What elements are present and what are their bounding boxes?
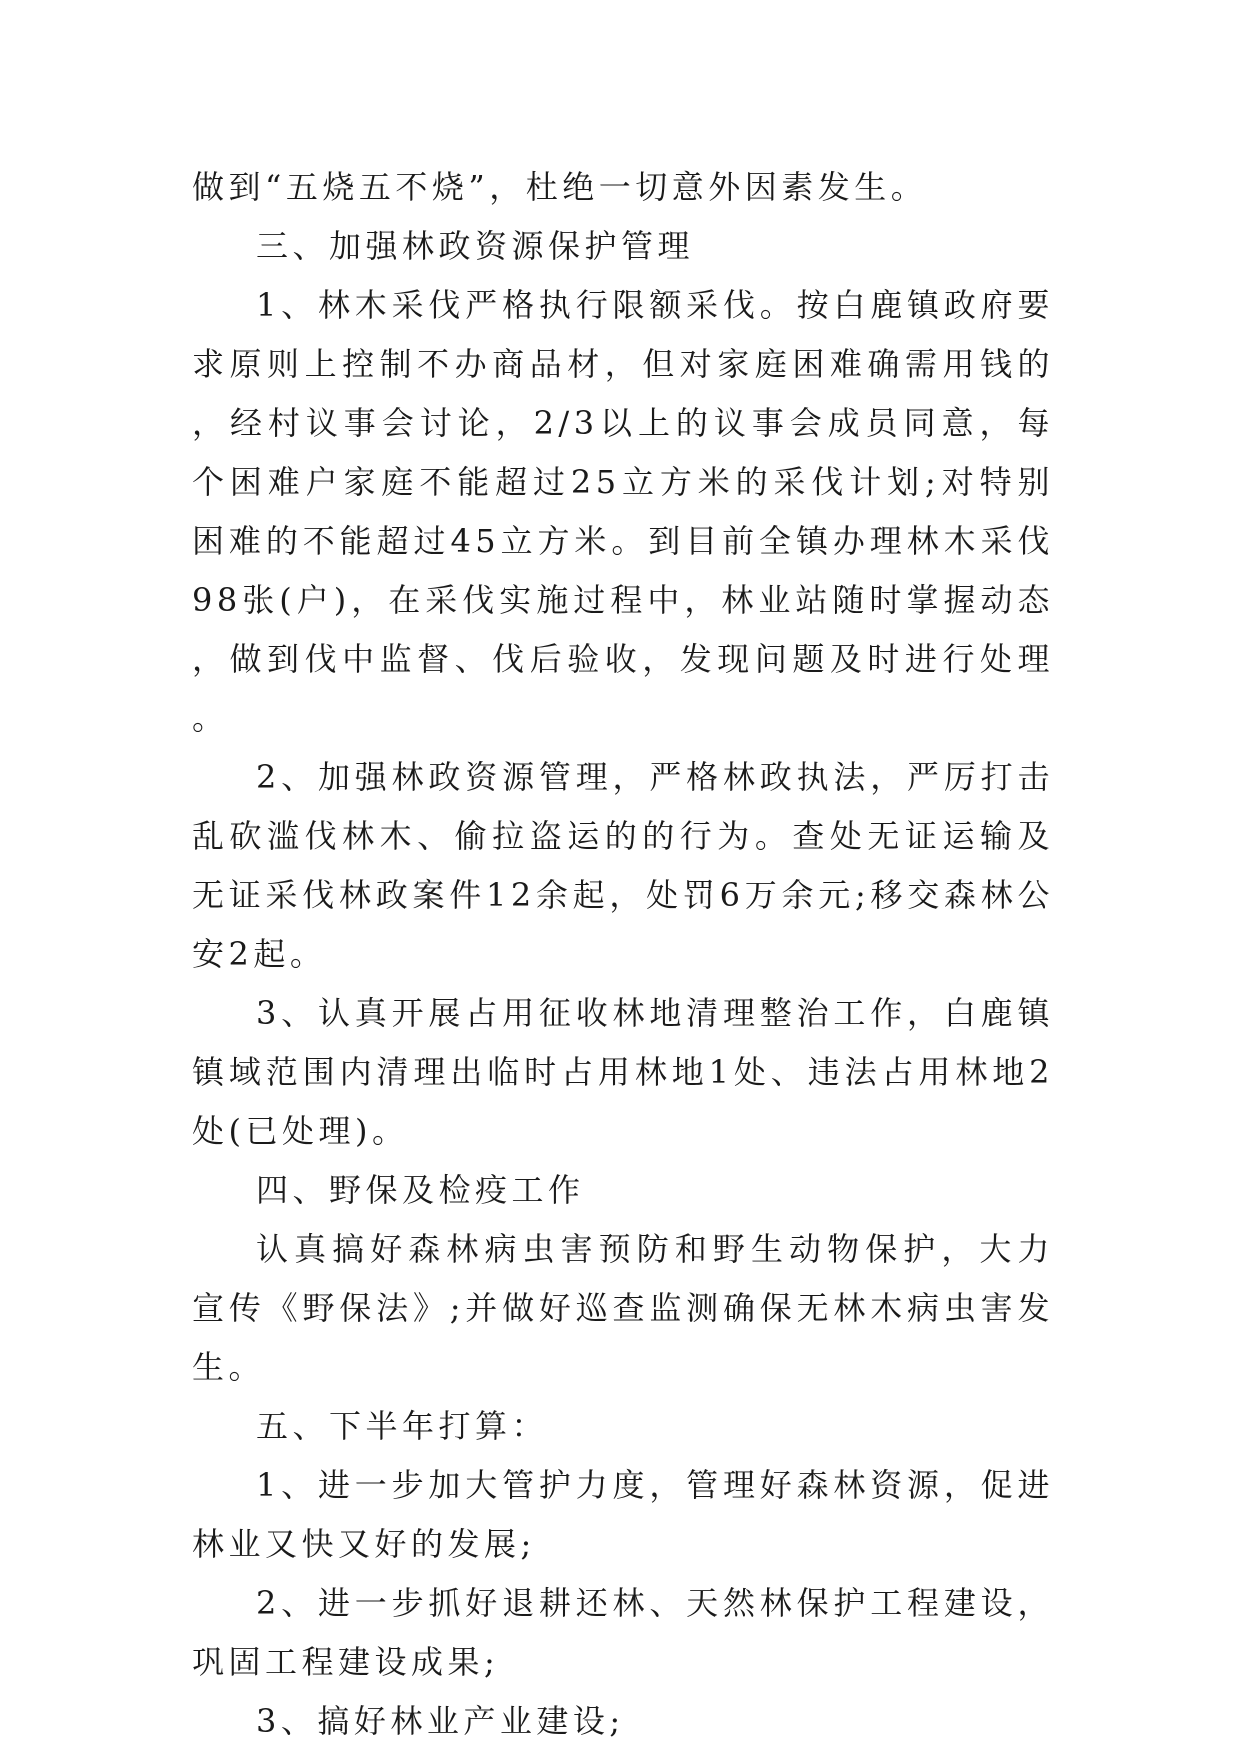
plan-item-3: 3、搞好林业产业建设; xyxy=(256,1702,625,1740)
paragraph-forest-land-cleanup: 3、认真开展占用征收林地清理整治工作，白鹿镇镇域范围内清理出临时占用林地1处、违法占用林地2处(已处理)。 xyxy=(192,994,1054,1150)
section-heading-forest-resource-protection: 三、加强林政资源保护管理 xyxy=(256,227,695,265)
paragraph-pest-wildlife-protection: 认真搞好森林病虫害预防和野生动物保护，大力宣传《野保法》;并做好巡查监测确保无林木病虫害发生。 xyxy=(192,1230,1054,1386)
plan-item-2: 2、进一步抓好退耕还林、天然林保护工程建设，巩固工程建设成果; xyxy=(192,1584,1054,1681)
paragraph-logging-quota: 1、林木采伐严格执行限额采伐。按白鹿镇政府要求原则上控制不办商品材，但对家庭困难确需用钱的，经村议事会讨论，2/3以上的议事会成员同意，每个困难户家庭不能超过25立方米的采伐计划;对特别困难的不能超过45立方米。到目前全镇办理林木采伐98张(户)，在采伐实施过程中，林业站随时掌握动态，做到伐中监督、伐后验收，发现问题及时进行处理。 xyxy=(192,286,1054,737)
document-body xyxy=(192,158,1054,1751)
paragraph-forest-law-enforcement: 2、加强林政资源管理，严格林政执法，严厉打击乱砍滥伐林木、偷拉盗运的的行为。查处无证运输及无证采伐林政案件12余起，处罚6万余元;移交森林公安2起。 xyxy=(192,758,1054,973)
section-heading-second-half-plan: 五、下半年打算： xyxy=(256,1407,549,1445)
section-heading-wildlife-quarantine: 四、野保及检疫工作 xyxy=(256,1171,585,1209)
plan-item-1: 1、进一步加大管护力度，管理好森林资源，促进林业又快又好的发展; xyxy=(192,1466,1054,1563)
paragraph-continuation: 做到“五烧五不烧”，杜绝一切意外因素发生。 xyxy=(192,168,928,206)
